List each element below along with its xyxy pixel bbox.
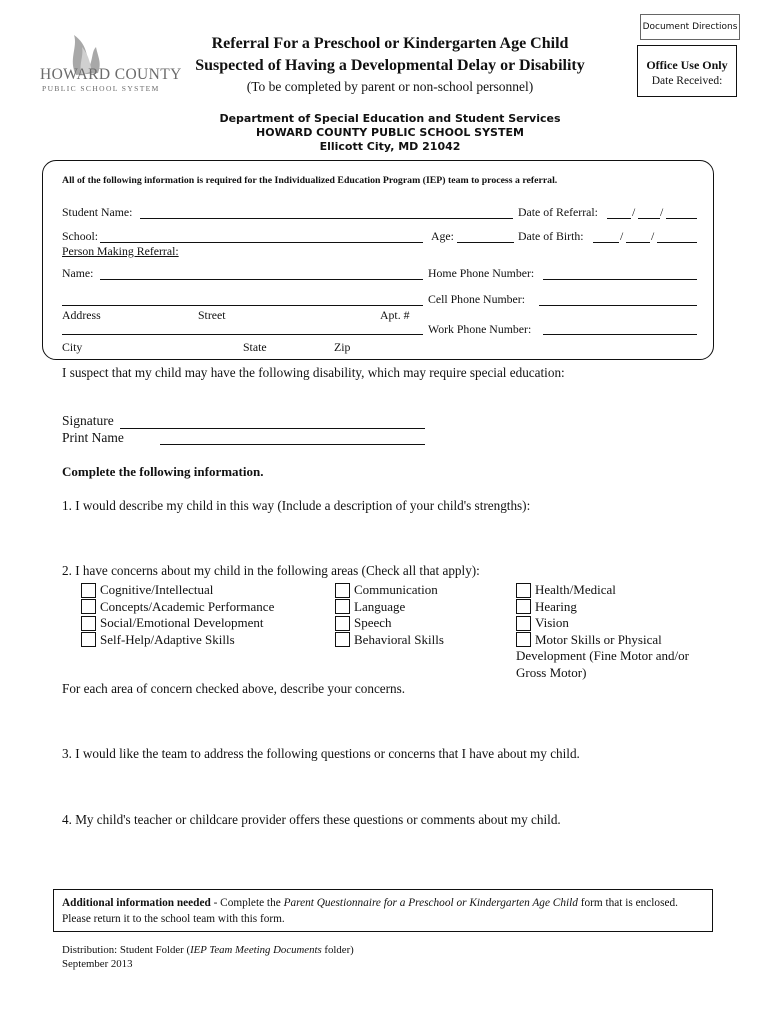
complete-info-heading: Complete the following information. <box>62 464 264 479</box>
parent-questionnaire-title: Parent Questionnaire for a Preschool or Kindergarten Age Child <box>283 897 578 909</box>
dept-line1: Department of Special Education and Student Services <box>219 112 561 125</box>
area-item[interactable] <box>516 599 689 616</box>
person-making-referral-heading: Person Making Referral: <box>62 244 179 258</box>
distribution-note <box>62 943 354 971</box>
apt-label: Apt. # <box>380 308 410 322</box>
age-field[interactable] <box>457 242 514 243</box>
additional-info-text-b: form that is enclosed. Please return it to the school team with this form. <box>62 897 678 925</box>
area-item[interactable] <box>81 632 274 649</box>
additional-info-text <box>62 895 707 927</box>
age-label: Age: <box>431 229 454 243</box>
area-item[interactable] <box>335 582 444 599</box>
referral-year-field[interactable] <box>666 218 697 219</box>
checkbox[interactable] <box>335 599 350 614</box>
logo-name: HOWARD COUNTY <box>40 66 182 83</box>
checkbox[interactable] <box>516 599 531 614</box>
print-name-field[interactable] <box>160 444 425 445</box>
area-label-continuation: Gross Motor) <box>516 664 587 680</box>
area-label: Self-Help/Adaptive Skills <box>100 631 235 647</box>
street-label: Street <box>198 308 226 322</box>
suspect-disability-statement: I suspect that my child may have the following disability, which may require special education: <box>62 365 565 380</box>
school-label: School: <box>62 229 99 243</box>
area-item[interactable] <box>81 599 274 616</box>
signature-field[interactable] <box>120 428 425 429</box>
area-label: Vision <box>535 615 569 631</box>
department-block <box>150 112 630 154</box>
home-phone-label: Home Phone Number: <box>428 266 535 280</box>
referrer-name-label: Name: <box>62 266 94 280</box>
area-label: Speech <box>354 615 392 631</box>
referrer-name-field[interactable] <box>100 279 423 280</box>
area-label: Language <box>354 598 406 614</box>
revision-date: September 2013 <box>62 958 133 970</box>
document-directions-button[interactable]: Document Directions <box>640 14 740 40</box>
checkbox[interactable] <box>81 632 96 647</box>
slash-2: / <box>660 205 664 219</box>
cell-phone-label: Cell Phone Number: <box>428 292 525 306</box>
question-3: 3. I would like the team to address the following questions or concerns that I have about my child. <box>62 746 580 761</box>
area-label: Communication <box>354 582 438 598</box>
date-of-referral-label: Date of Referral: <box>518 205 598 219</box>
area-label: Cognitive/Intellectual <box>100 582 214 598</box>
additional-info-text-a: - Complete the <box>210 897 284 909</box>
area-label: Social/Emotional Development <box>100 615 264 631</box>
work-phone-field[interactable] <box>543 334 697 335</box>
checkbox[interactable] <box>335 616 350 631</box>
checkbox[interactable] <box>335 583 350 598</box>
area-label: Concepts/Academic Performance <box>100 598 275 614</box>
areas-column-2 <box>335 582 444 648</box>
dept-line3: Ellicott City, MD 21042 <box>319 140 461 153</box>
city-label: City <box>62 340 83 354</box>
form-title-line1: Referral For a Preschool or Kindergarten Age Child <box>211 35 569 52</box>
logo-subtitle: PUBLIC SCHOOL SYSTEM <box>42 84 160 93</box>
required-info-box <box>42 160 714 360</box>
question-1: 1. I would describe my child in this way (Include a description of your child's strengths): <box>62 498 531 513</box>
checkbox[interactable] <box>81 583 96 598</box>
dept-line2: HOWARD COUNTY PUBLIC SCHOOL SYSTEM <box>256 126 524 139</box>
form-subtitle: (To be completed by parent or non-school personnel) <box>246 79 534 94</box>
checkbox[interactable] <box>516 616 531 631</box>
print-name-label: Print Name <box>62 430 124 445</box>
form-title-line2: Suspected of Having a Developmental Delay or Disability <box>195 57 585 74</box>
city-state-zip-field[interactable] <box>62 334 423 335</box>
work-phone-label: Work Phone Number: <box>428 322 532 336</box>
student-name-field[interactable] <box>140 218 513 219</box>
office-use-title: Office Use Only <box>646 58 728 72</box>
slash-3: / <box>620 229 624 243</box>
area-item[interactable] <box>335 615 444 632</box>
slash-4: / <box>651 229 655 243</box>
referral-month-field[interactable] <box>607 218 631 219</box>
area-label-continuation: Development (Fine Motor and/or <box>516 648 689 664</box>
area-item[interactable] <box>516 582 689 599</box>
distribution-suffix: folder) <box>321 944 354 956</box>
dob-year-field[interactable] <box>657 242 697 243</box>
address-field[interactable] <box>62 305 423 306</box>
address-label: Address <box>62 308 101 322</box>
area-label: Hearing <box>535 598 577 614</box>
distribution-prefix: Distribution: Student Folder ( <box>62 944 191 956</box>
area-item[interactable] <box>81 615 274 632</box>
area-label: Health/Medical <box>535 582 616 598</box>
area-item[interactable] <box>335 632 444 649</box>
referral-day-field[interactable] <box>638 218 660 219</box>
zip-label: Zip <box>334 340 351 354</box>
checkbox[interactable] <box>81 616 96 631</box>
concerns-description-prompt: For each area of concern checked above, describe your concerns. <box>62 681 406 696</box>
cell-phone-field[interactable] <box>539 305 697 306</box>
area-item[interactable] <box>81 582 274 599</box>
area-item[interactable] <box>516 615 689 632</box>
home-phone-field[interactable] <box>543 279 697 280</box>
office-use-box <box>637 45 737 97</box>
student-name-label: Student Name: <box>62 205 133 219</box>
additional-info-bold: Additional information needed <box>62 897 211 909</box>
area-label: Motor Skills or Physical <box>535 631 662 647</box>
area-item[interactable] <box>335 599 444 616</box>
checkbox[interactable] <box>516 632 531 647</box>
area-label: Behavioral Skills <box>354 631 444 647</box>
state-label: State <box>243 340 267 354</box>
dob-day-field[interactable] <box>626 242 650 243</box>
school-field[interactable] <box>100 242 423 243</box>
slash-1: / <box>632 205 636 219</box>
distribution-folder: IEP Team Meeting Documents <box>190 944 322 956</box>
signature-label: Signature <box>62 413 114 428</box>
areas-column-3 <box>516 582 689 681</box>
checkbox[interactable] <box>516 583 531 598</box>
date-of-birth-label: Date of Birth: <box>518 229 584 243</box>
checkbox[interactable] <box>81 599 96 614</box>
office-date-received-label: Date Received: <box>651 75 723 87</box>
area-item[interactable] <box>516 632 689 649</box>
dob-month-field[interactable] <box>593 242 619 243</box>
checkbox[interactable] <box>335 632 350 647</box>
required-notice: All of the following information is required for the Individualized Education Program (IEP) team to process a referral. <box>62 175 558 186</box>
areas-column-1 <box>81 582 274 648</box>
question-2: 2. I have concerns about my child in the following areas (Check all that apply): <box>62 563 480 578</box>
question-4: 4. My child's teacher or childcare provider offers these questions or comments about my child. <box>62 812 561 827</box>
